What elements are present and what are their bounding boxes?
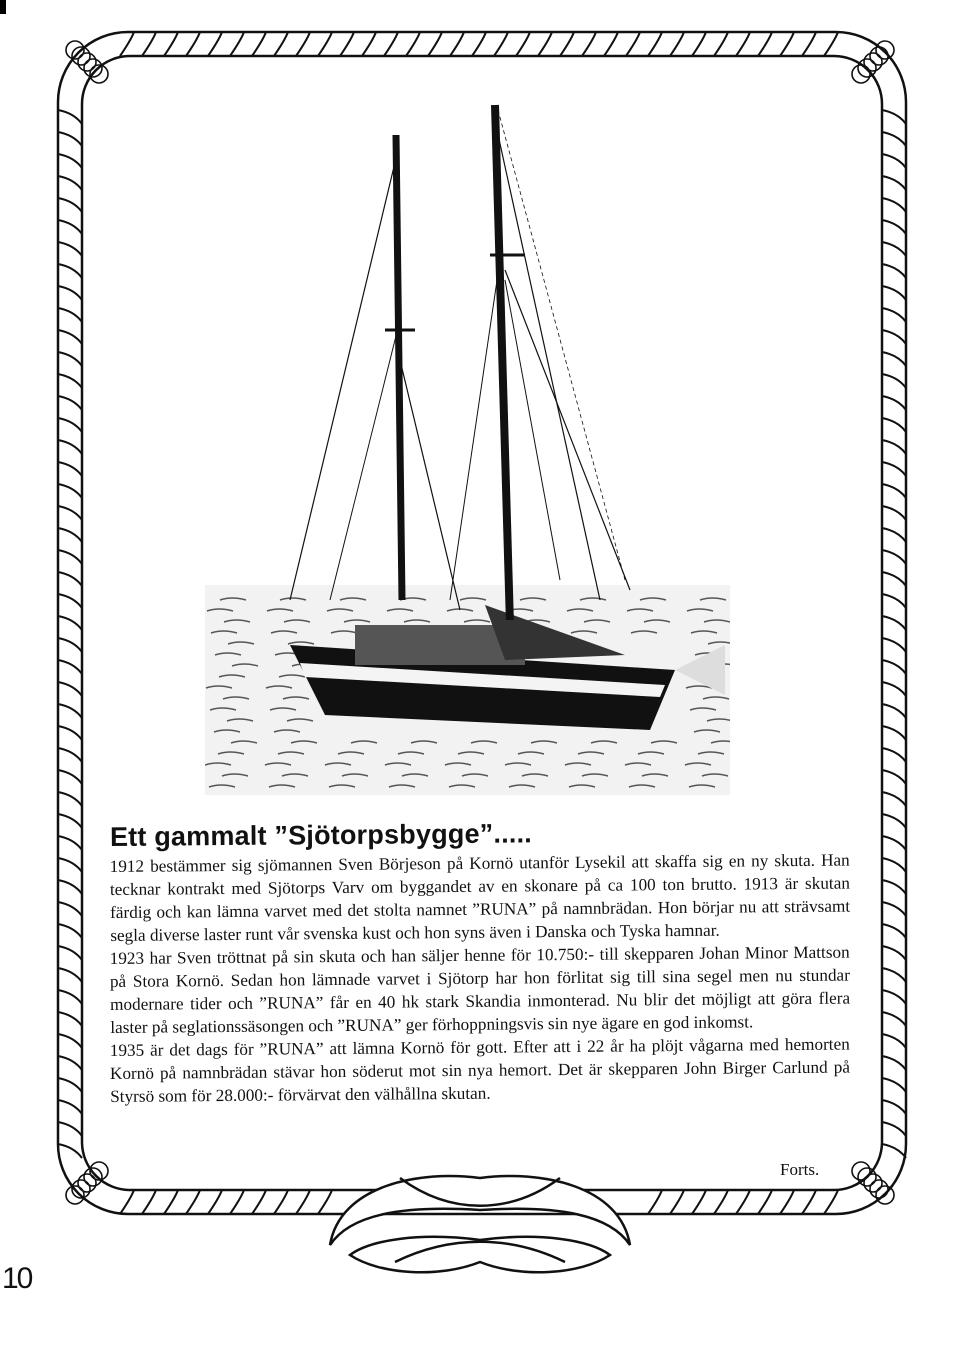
reef-knot-icon <box>330 1176 630 1272</box>
schooner-rigging <box>0 0 960 620</box>
article-paragraph: 1923 har Sven tröttnat på sin skuta och han säljer henne för 10.750:- till skepparen Johan Minor Mattson på Stora Kornö. Sedan hon lämnade varvet i Sjötorp har hon förlitat sig till sina segel men nu stundar modernare tider och ”RUNA” får en 40 hk stark Skandia inmonterad. Nu blir det möjligt att göra flera laster på seglationssäsongen och ”RUNA” ger förhoppningsvis sin nye ägare en god inkomst. <box>109 942 851 1037</box>
page-number: 10 <box>2 1262 32 1295</box>
continued-label: Forts. <box>780 1160 820 1179</box>
article-title: Ett gammalt ”Sjötorpsbygge”..... <box>109 818 533 852</box>
article-paragraph: 1912 bestämmer sig sjömannen Sven Börjeson på Kornö utanför Lysekil att skaffa sig en ny skuta. Han tecknar kontrakt med Sjötorps Varv om byggandet av en skonare på ca 100 ton brutto. 1913 är skutan färdig och kan lämna varvet med det stolta namnet ”RUNA” på namnbrädan. Hon börjar nu att strävsamt segla diverse laster runt vår svenska kust och hon syns även i Danska och Tyska hamnar. <box>109 850 851 945</box>
article-paragraph: 1935 är det dags för ”RUNA” att lämna Kornö för gott. Efter att i 22 år ha plöjt vågarna med hemorten Kornö på namnbrädan stävar hon söderut mot sin nya hemort. Det är skepparen John Birger Carlund på Styrsö som för 28.000:- förvärvat den välhållna skutan. <box>109 1034 851 1106</box>
article <box>109 818 851 1108</box>
